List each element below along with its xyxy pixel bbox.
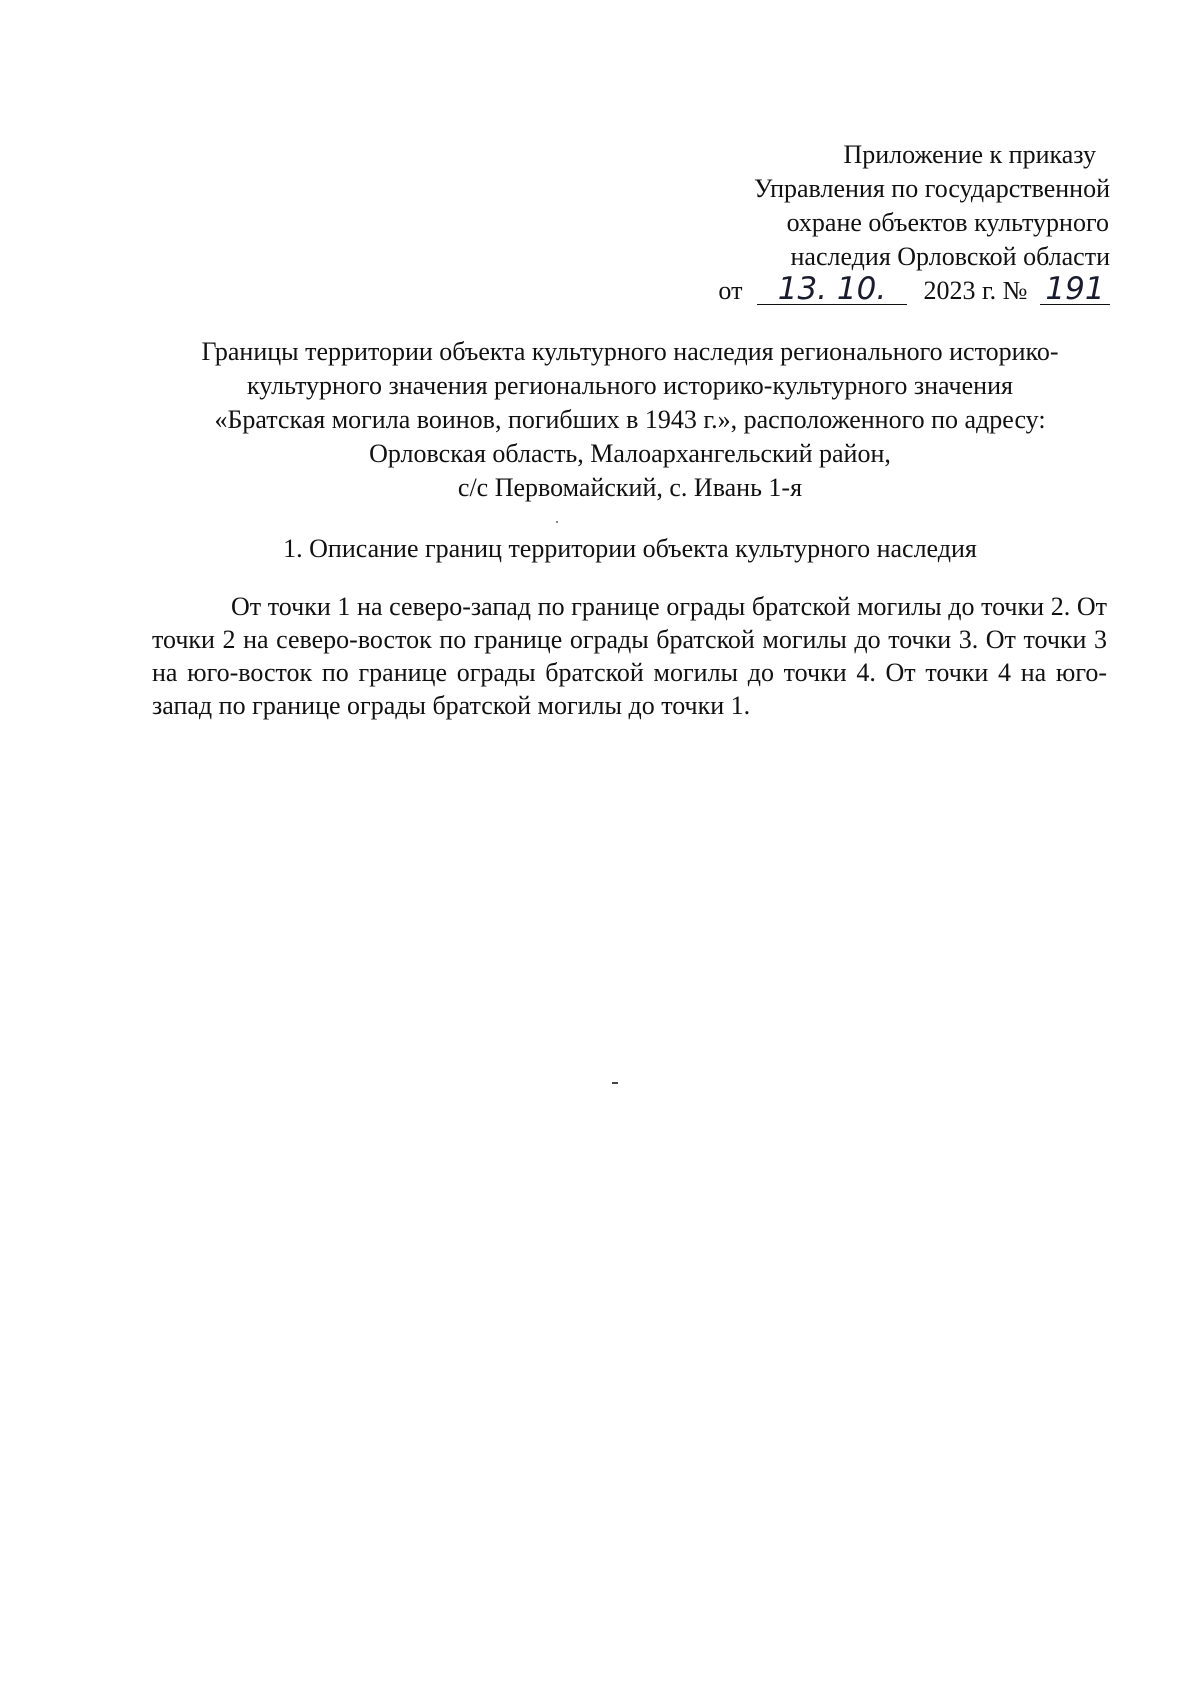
section-heading: 1. Описание границ территории объекта культурного наследия bbox=[283, 534, 977, 563]
scan-speck bbox=[556, 521, 558, 523]
title-line-1: Границы территории объекта культурного наследия регионального историко- bbox=[201, 337, 1059, 366]
title-line-2: культурного значения регионального историко-культурного значения bbox=[247, 371, 1013, 400]
scan-speck bbox=[612, 1082, 618, 1084]
handwritten-order-number: 191 bbox=[1040, 274, 1110, 305]
date-prefix: от bbox=[718, 276, 743, 305]
year-text: 2023 г. № bbox=[923, 276, 1028, 305]
title-line-3: «Братская могила воинов, погибших в 1943 г.», расположенного по адресу: bbox=[214, 405, 1046, 434]
document-title bbox=[150, 335, 1110, 505]
title-line-5: с/с Первомайский, с. Ивань 1-я bbox=[457, 473, 803, 502]
appendix-line-3: охране объектов культурного bbox=[786, 208, 1109, 237]
title-line-4: Орловская область, Малоархангельский район, bbox=[369, 439, 891, 468]
appendix-line-2: Управления по государственной bbox=[753, 174, 1110, 203]
appendix-line-4: наследия Орловской области bbox=[790, 242, 1110, 271]
boundary-description-paragraph: От точки 1 на северо-запад по границе ограды братской могилы до точки 2. От точки 2 на северо-восток по границе ограды братской могилы до точки 3. От точки 3 на юго-восток по границе ограды братской могилы до точки 4. От точки 4 на юго-запад по границе ограды братской могилы до точки 1. bbox=[152, 592, 1107, 720]
appendix-header bbox=[590, 138, 1110, 308]
order-date-line bbox=[590, 271, 1110, 308]
handwritten-date: 13. 10. bbox=[757, 274, 907, 305]
appendix-line-1: Приложение к приказу bbox=[843, 140, 1096, 169]
